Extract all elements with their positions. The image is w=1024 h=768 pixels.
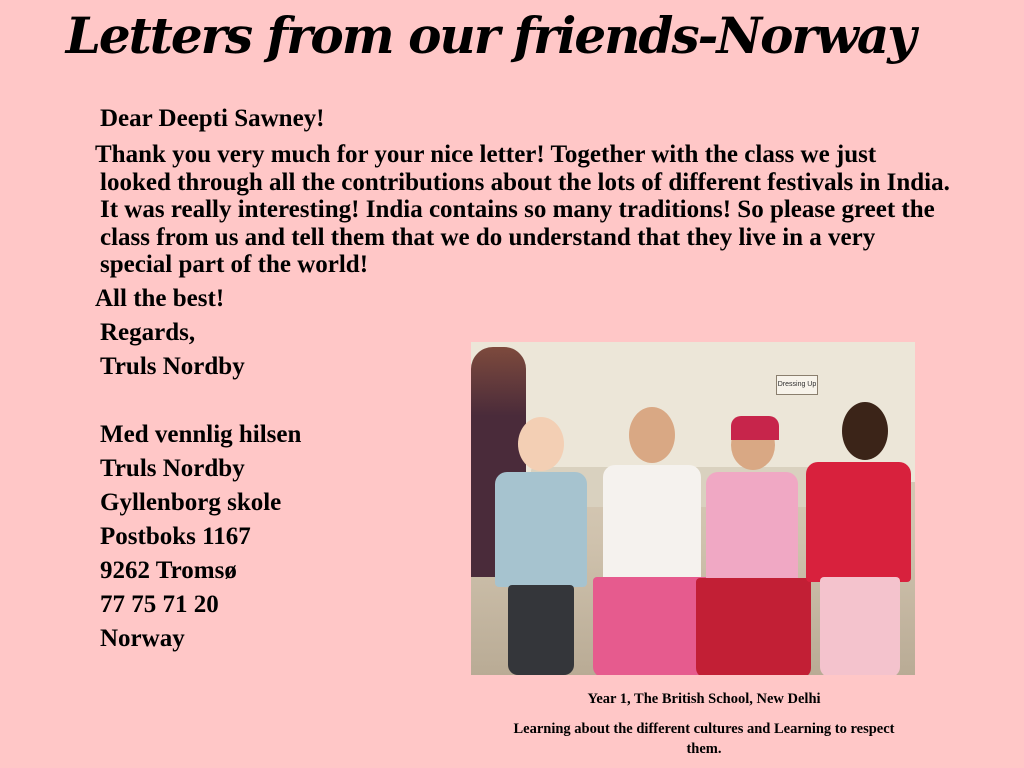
letter-salutation: Dear Deepti Sawney! [100,105,325,132]
photo-caption-school: Year 1, The British School, New Delhi [587,691,821,707]
regards-line: Regards, [100,318,196,346]
norwegian-closing: Med vennlig hilsen [100,420,302,448]
letter-body: Thank you very much for your nice letter! Together with the class we just looked through all the contributions about the lots of different festivals in India. It was really interesting! India contains so many traditions! So please greet the class from us and tell them that we do understand that they live in a very special part of the world! [95,141,950,278]
address-line: 9262 Tromsø [100,556,237,584]
photo-caption-learning: Learning about the different cultures and Learning to respect them. [513,721,895,757]
address-line: Norway [100,624,185,652]
children-photo [471,342,915,675]
address-line: Postboks 1167 [100,522,251,550]
address-line: Gyllenborg skole [100,488,282,516]
signature-name: Truls Nordby [100,352,245,380]
dressing-up-sign: Dressing Up [776,375,818,395]
address-line: Truls Nordby [100,454,245,482]
letter-closing: All the best! [95,284,225,312]
slide-title: Letters from our friends-Norway [65,6,915,65]
address-line: 77 75 71 20 [100,590,219,618]
